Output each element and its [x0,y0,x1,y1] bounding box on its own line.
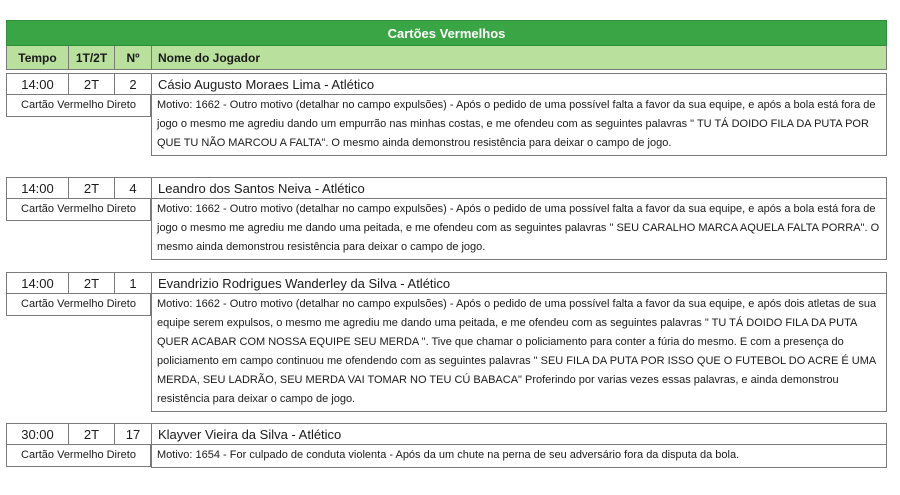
header-half: 1T/2T [69,46,115,69]
header-player-name: Nome do Jogador [158,50,261,65]
table-row [6,73,887,95]
player-number: 4 [115,178,152,198]
header-tempo: Tempo [7,46,69,69]
player-name: Leandro dos Santos Neiva - Atlético [158,180,365,196]
card-half: 2T [69,178,115,198]
card-reason: Motivo: 1662 - Outro motivo (detalhar no campo expulsões) - Após o pedido de uma possível falta a favor da sua equipe, e após dois atletas de sua equipe serem expulsos, o mesmo me agrediu me dando uma peitada, e me ofendeu com as seguintes palavras " TU TÁ DOIDO FILA DA PUTA QUER ACABAR COM NOSSA EQUIPE SEU MERDA ". Tive que chamar o policiamento para conter a fúria do mesmo. E com a presença do policiamento em campo continuou me ofendendo com as seguintes palavras " SEU FILA DA PUTA POR ISSO QUE O FUTEBOL DO ACRE É UMA MERDA, SEU LADRÃO, SEU MERDA VAI TOMAR NO TEU CÚ BABACA" Proferindo por varias vezes essas palavras, e ainda demonstrou resistência para deixar o campo de jogo. [151,294,887,412]
card-detail-row [6,445,887,468]
player-number: 17 [115,424,152,444]
red-card-entry [6,423,887,468]
player-name: Klayver Vieira da Silva - Atlético [158,426,342,442]
card-type: Cartão Vermelho Direto [6,95,151,117]
table-header [6,46,887,70]
card-time: 30:00 [7,424,69,444]
card-reason: Motivo: 1662 - Outro motivo (detalhar no campo expulsões) - Após o pedido de uma possível falta a favor da sua equipe, e após a bola está fora de jogo o mesmo me agrediu me dando uma peitada, e me ofendeu com as seguintes palavras " SEU CARALHO MARCA AQUELA FALTA PORRA". O mesmo ainda demonstrou resistência para deixar o campo de jogo. [151,199,887,260]
card-type: Cartão Vermelho Direto [6,294,151,316]
player-name: Cásio Augusto Moraes Lima - Atlético [158,76,375,92]
player-name: Evandrizio Rodrigues Wanderley da Silva - Atlético [158,275,451,291]
table-row [6,177,887,199]
card-half: 2T [69,74,115,94]
red-card-entry [6,73,887,156]
card-type: Cartão Vermelho Direto [6,445,151,467]
table-row [6,272,887,294]
red-card-entry [6,272,887,412]
card-half: 2T [69,424,115,444]
card-half: 2T [69,273,115,293]
card-time: 14:00 [7,74,69,94]
header-number: Nº [115,46,152,69]
card-reason: Motivo: 1654 - For culpado de conduta violenta - Após da um chute na perna de seu adversário fora da disputa da bola. [151,445,887,468]
red-cards-report [6,20,887,468]
report-title: Cartões Vermelhos [6,20,887,46]
card-type: Cartão Vermelho Direto [6,199,151,221]
card-detail-row [6,95,887,156]
card-detail-row [6,199,887,260]
table-row [6,423,887,445]
red-card-entry [6,177,887,260]
card-time: 14:00 [7,273,69,293]
card-detail-row [6,294,887,412]
card-time: 14:00 [7,178,69,198]
card-reason: Motivo: 1662 - Outro motivo (detalhar no campo expulsões) - Após o pedido de uma possível falta a favor da sua equipe, e após a bola está fora de jogo o mesmo me agrediu dando um empurrão nas minhas costas, e me ofendeu com as seguintes palavras " TU TÁ DOIDO FILA DA PUTA POR QUE TU NÃO MARCOU A FALTA". O mesmo ainda demonstrou resistência para deixar o campo de jogo. [151,95,887,156]
player-number: 2 [115,74,152,94]
player-number: 1 [115,273,152,293]
